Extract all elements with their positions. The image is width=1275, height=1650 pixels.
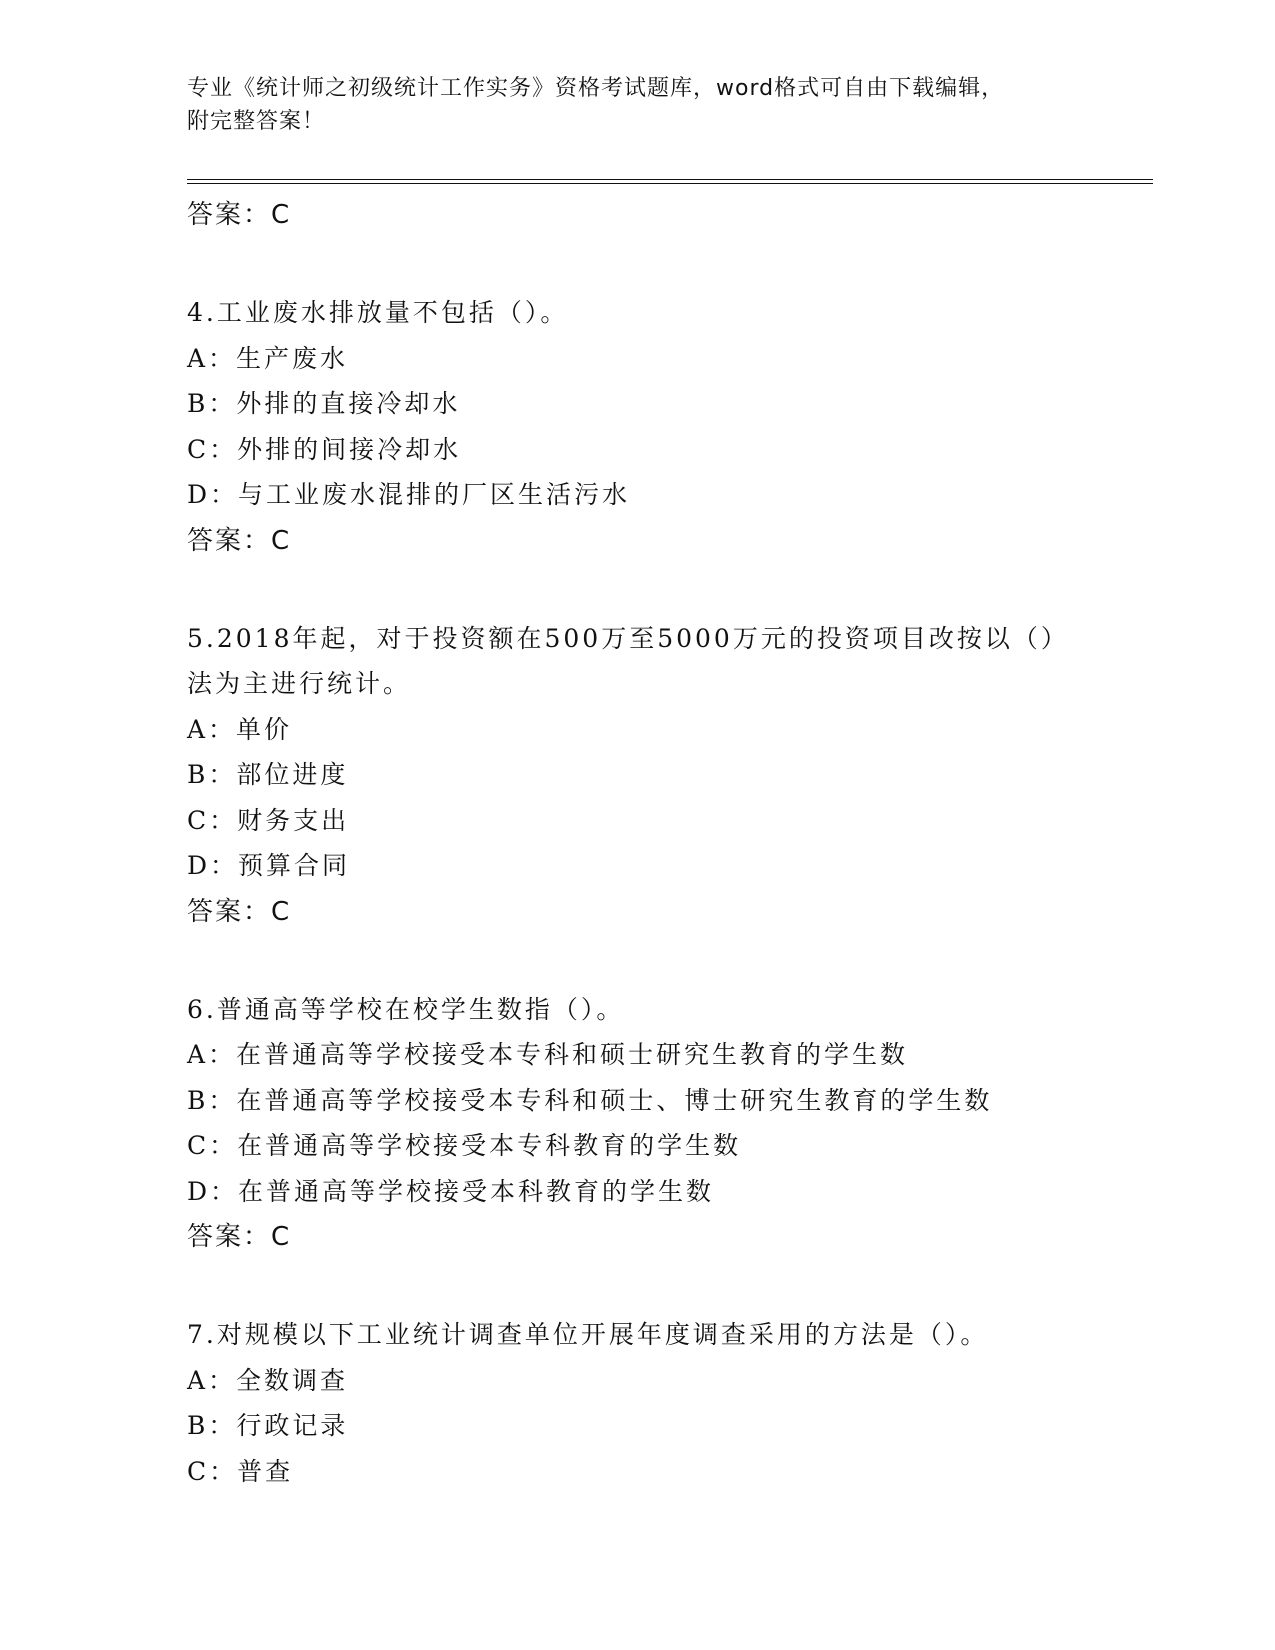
question-stem: 7.对规模以下工业统计调查单位开展年度调查采用的方法是（）。 [187,1320,989,1349]
document-header [187,72,1087,138]
answer-value: C [271,896,292,927]
question-stem: 6.普通高等学校在校学生数指（）。 [187,994,625,1024]
answer-value: C [271,1222,292,1252]
answer-label: 答案： [187,200,272,230]
question-gap [187,564,1153,616]
option-a: A：单价 [187,714,293,744]
answer-line [187,518,1153,564]
question-block [187,290,1153,564]
question-block [187,616,1153,935]
question-block [187,987,1153,1261]
question-gap [187,935,1153,987]
header-rule-top [187,179,1153,180]
option-a: A：生产废水 [187,343,349,373]
option-d: D：在普通高等学校接受本科教育的学生数 [187,1176,715,1206]
answer-line [187,192,1153,238]
option-b: B：在普通高等学校接受本专科和硕士、博士研究生教育的学生数 [187,1085,993,1115]
answer-value: C [271,200,292,230]
header-line-1: 专业《统计师之初级统计工作实务》资格考试题库，word格式可自由下载编辑， [187,76,1005,101]
question-gap [187,1260,1153,1312]
answer-value: C [271,525,292,556]
option-d: D：预算合同 [187,851,351,880]
question-stem-continued: 法为主进行统计。 [187,669,412,698]
option-b: B：部位进度 [187,760,349,789]
answer-label: 答案： [187,525,272,556]
question-stem: 5.2018年起，对于投资额在500万至5000万元的投资项目改按以（） [187,623,1069,653]
option-c: C：普查 [187,1456,294,1486]
option-a: A：全数调查 [187,1365,349,1395]
option-c: C：外排的间接冷却水 [187,434,462,464]
header-rule-bottom [187,183,1153,184]
option-d: D：与工业废水混排的厂区生活污水 [187,480,631,509]
question-stem: 4.工业废水排放量不包括（）。 [187,298,569,327]
option-b: B：外排的直接冷却水 [187,389,461,418]
answer-label: 答案： [187,1222,272,1252]
answer-label: 答案： [187,896,272,927]
question-block [187,1312,1153,1494]
answer-line [187,889,1153,935]
answer-line [187,1214,1153,1260]
option-c: C：财务支出 [187,805,350,835]
question-list [187,192,1153,1494]
header-line-2: 附完整答案！ [187,109,326,134]
option-b: B：行政记录 [187,1411,349,1440]
option-c: C：在普通高等学校接受本专科教育的学生数 [187,1131,742,1160]
option-a: A：在普通高等学校接受本专科和硕士研究生教育的学生数 [187,1040,909,1069]
question-gap [187,238,1153,290]
